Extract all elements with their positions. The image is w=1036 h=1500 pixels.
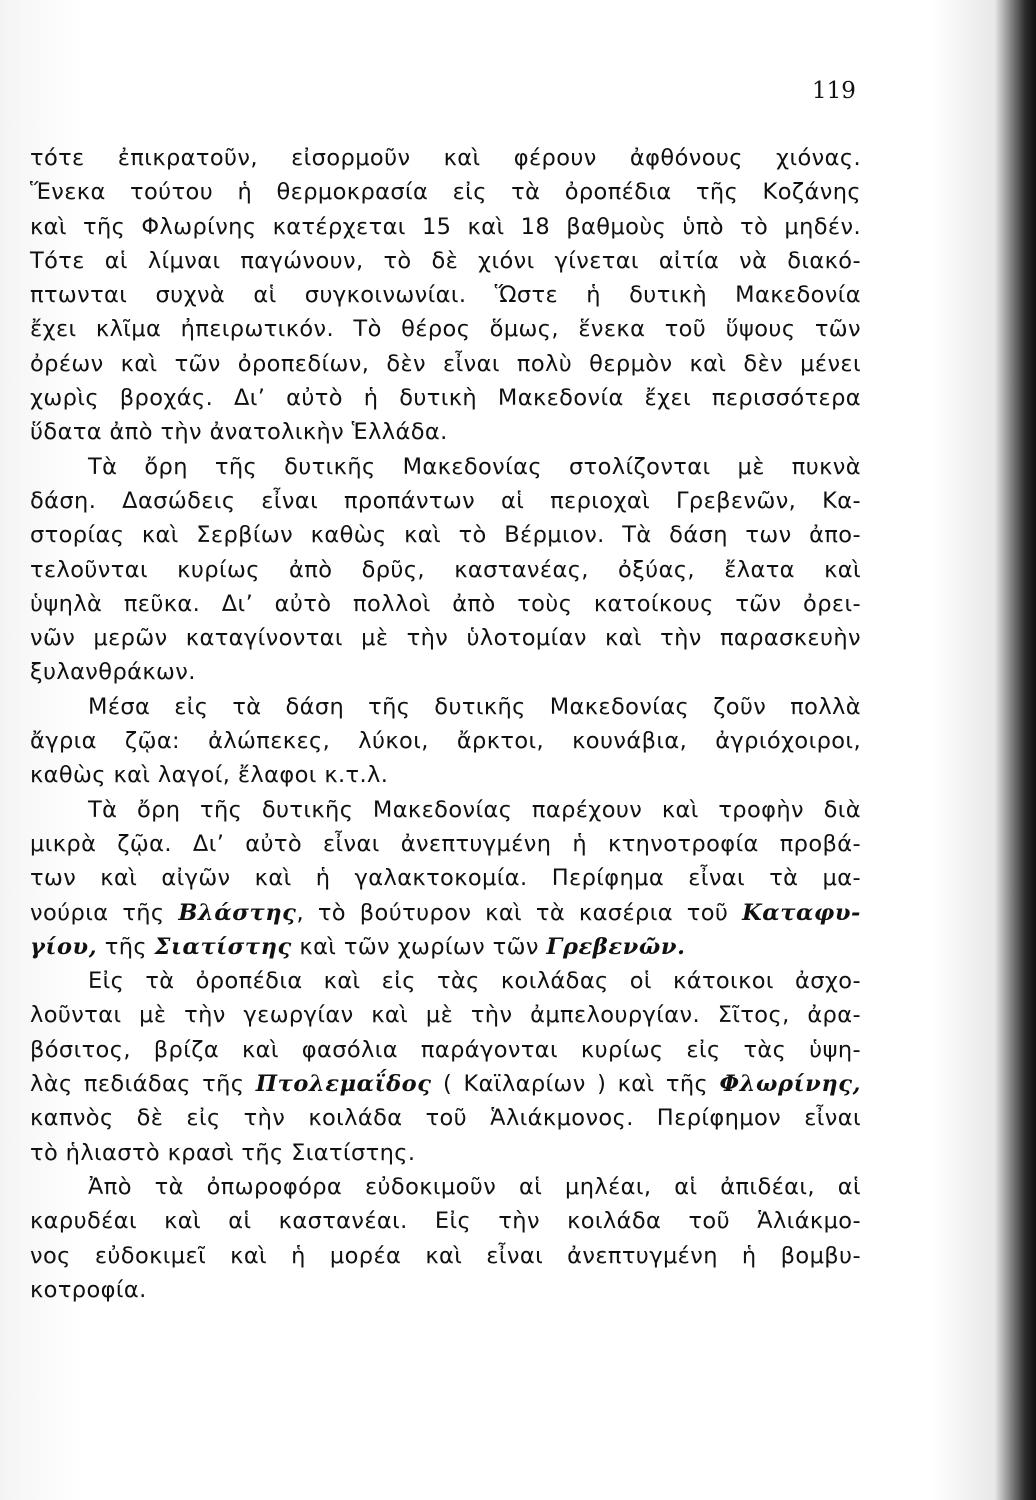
text-line bbox=[30, 1067, 861, 1101]
text-run: λὰς πεδιάδας τῆς bbox=[30, 1071, 256, 1098]
text-line: κοτροφία. bbox=[30, 1276, 147, 1303]
text-line: ὀρέων καὶ τῶν ὀροπεδίων, δὲν εἶναι πολὺ θερμὸν καὶ δὲν μένει bbox=[30, 350, 861, 377]
place-name-katafygio: Καταφυ- bbox=[742, 899, 861, 926]
text-line: τελοῦνται κυρίως ἀπὸ δρῦς, καστανέας, ὀξύας, ἔλατα καὶ bbox=[30, 556, 861, 583]
text-line: λοῦνται μὲ τὴν γεωργίαν καὶ μὲ τὴν ἀμπελουργίαν. Σῖτος, ἀρα- bbox=[30, 1002, 861, 1029]
text-run: νούρια τῆς bbox=[30, 899, 179, 926]
text-line: ὕδατα ἀπὸ τὴν ἀνατολικὴν Ἑλλάδα. bbox=[30, 419, 448, 446]
text-line: ὑψηλὰ πεῦκα. Δι’ αὐτὸ πολλοὶ ἀπὸ τοὺς κατοίκους τῶν ὀρει- bbox=[30, 590, 861, 617]
place-name-florina: Φλωρίνης, bbox=[719, 1071, 862, 1098]
text-line: νος εὐδοκιμεῖ καὶ ἡ μορέα καὶ εἶναι ἀνεπτυγμένη ἡ βομβυ- bbox=[30, 1242, 861, 1269]
page-number: 119 bbox=[812, 78, 856, 104]
text-line: καὶ τῆς Φλωρίνης κατέρχεται 15 καὶ 18 βαθμοὺς ὑπὸ τὸ μηδέν. bbox=[30, 213, 861, 240]
text-line: καρυδέαι καὶ αἱ καστανέαι. Εἰς τὴν κοιλάδα τοῦ Ἁλιάκμο- bbox=[30, 1208, 861, 1235]
text-line: τὸ ἡλιαστὸ κρασὶ τῆς Σιατίστης. bbox=[30, 1139, 416, 1166]
text-line bbox=[30, 896, 861, 930]
body-text bbox=[30, 141, 861, 1307]
text-line: βόσιτος, βρίζα καὶ φασόλια παράγονται κυρίως εἰς τὰς ὑψη- bbox=[30, 1036, 861, 1063]
place-name-grevena: Γρεβενῶν. bbox=[546, 933, 686, 960]
place-name-ptolemaida: Πτολεμαΐδος bbox=[255, 1071, 432, 1098]
text-line: ἄγρια ζῷα: ἀλώπεκες, λύκοι, ἄρκτοι, κουνάβια, ἀγριόχοιροι, bbox=[30, 728, 861, 755]
place-name-vlasti: Βλάστης bbox=[178, 899, 297, 926]
text-line: Τὰ ὄρη τῆς δυτικῆς Μακεδονίας παρέχουν καὶ τροφὴν διὰ bbox=[88, 796, 861, 823]
text-line: Ἀπὸ τὰ ὀπωροφόρα εὐδοκιμοῦν αἱ μηλέαι, αἱ ἀπιδέαι, αἱ bbox=[88, 1173, 861, 1200]
text-line: μικρὰ ζῷα. Δι’ αὐτὸ εἶναι ἀνεπτυγμένη ἡ κτηνοτροφία προβά- bbox=[30, 830, 861, 857]
text-line: πτωνται συχνὰ αἱ συγκοινωνίαι. Ὥστε ἡ δυτικὴ Μακεδονία bbox=[30, 282, 861, 309]
text-line bbox=[30, 930, 861, 964]
text-line: Μέσα εἰς τὰ δάση τῆς δυτικῆς Μακεδονίας ζοῦν πολλὰ bbox=[88, 693, 861, 720]
place-name-katafygio-end: γίου, bbox=[30, 933, 98, 960]
text-line: Εἰς τὰ ὀροπέδια καὶ εἰς τὰς κοιλάδας οἱ κάτοικοι ἀσχο- bbox=[88, 968, 861, 995]
text-run: τῆς bbox=[97, 933, 155, 960]
text-line: στορίας καὶ Σερβίων καθὼς καὶ τὸ Βέρμιον. Τὰ δάση των ἀπο- bbox=[30, 522, 861, 549]
text-line: τότε ἐπικρατοῦν, εἰσορμοῦν καὶ φέρουν ἀφθόνους χιόνας. bbox=[30, 145, 861, 171]
text-run: , τὸ βούτυρον καὶ τὰ κασέρια τοῦ bbox=[296, 899, 743, 926]
text-run: ( Καϊλαρίων ) καὶ τῆς bbox=[431, 1071, 720, 1098]
text-run: καὶ τῶν χωρίων τῶν bbox=[291, 933, 547, 960]
place-name-siatista: Σιατίστης bbox=[154, 933, 292, 960]
text-line: νῶν μερῶν καταγίνονται μὲ τὴν ὑλοτομίαν καὶ τὴν παρασκευὴν bbox=[30, 625, 861, 652]
text-line: Τὰ ὄρη τῆς δυτικῆς Μακεδονίας στολίζονται μὲ πυκνὰ bbox=[88, 453, 861, 480]
text-line: Ἕνεκα τούτου ἡ θερμοκρασία εἰς τὰ ὀροπέδια τῆς Κοζάνης bbox=[30, 179, 861, 206]
text-line: Τότε αἱ λίμναι παγώνουν, τὸ δὲ χιόνι γίνεται αἰτία νὰ διακό- bbox=[30, 247, 861, 274]
text-line: των καὶ αἰγῶν καὶ ἡ γαλακτοκομία. Περίφημα εἶναι τὰ μα- bbox=[30, 865, 861, 892]
text-line: καθὼς καὶ λαγοί, ἔλαφοι κ.τ.λ. bbox=[30, 762, 389, 789]
text-line: χωρὶς βροχάς. Δι’ αὐτὸ ἡ δυτικὴ Μακεδονία ἔχει περισσότερα bbox=[30, 385, 861, 412]
text-line: ἔχει κλῖμα ἠπειρωτικόν. Τὸ θέρος ὅμως, ἕνεκα τοῦ ὕψους τῶν bbox=[30, 316, 861, 343]
text-line: δάση. Δασώδεις εἶναι προπάντων αἱ περιοχαὶ Γρεβενῶν, Κα- bbox=[30, 487, 861, 514]
text-line: καπνὸς δὲ εἰς τὴν κοιλάδα τοῦ Ἁλιάκμονος. Περίφημον εἶναι bbox=[30, 1105, 861, 1132]
text-line: ξυλανθράκων. bbox=[30, 659, 196, 686]
